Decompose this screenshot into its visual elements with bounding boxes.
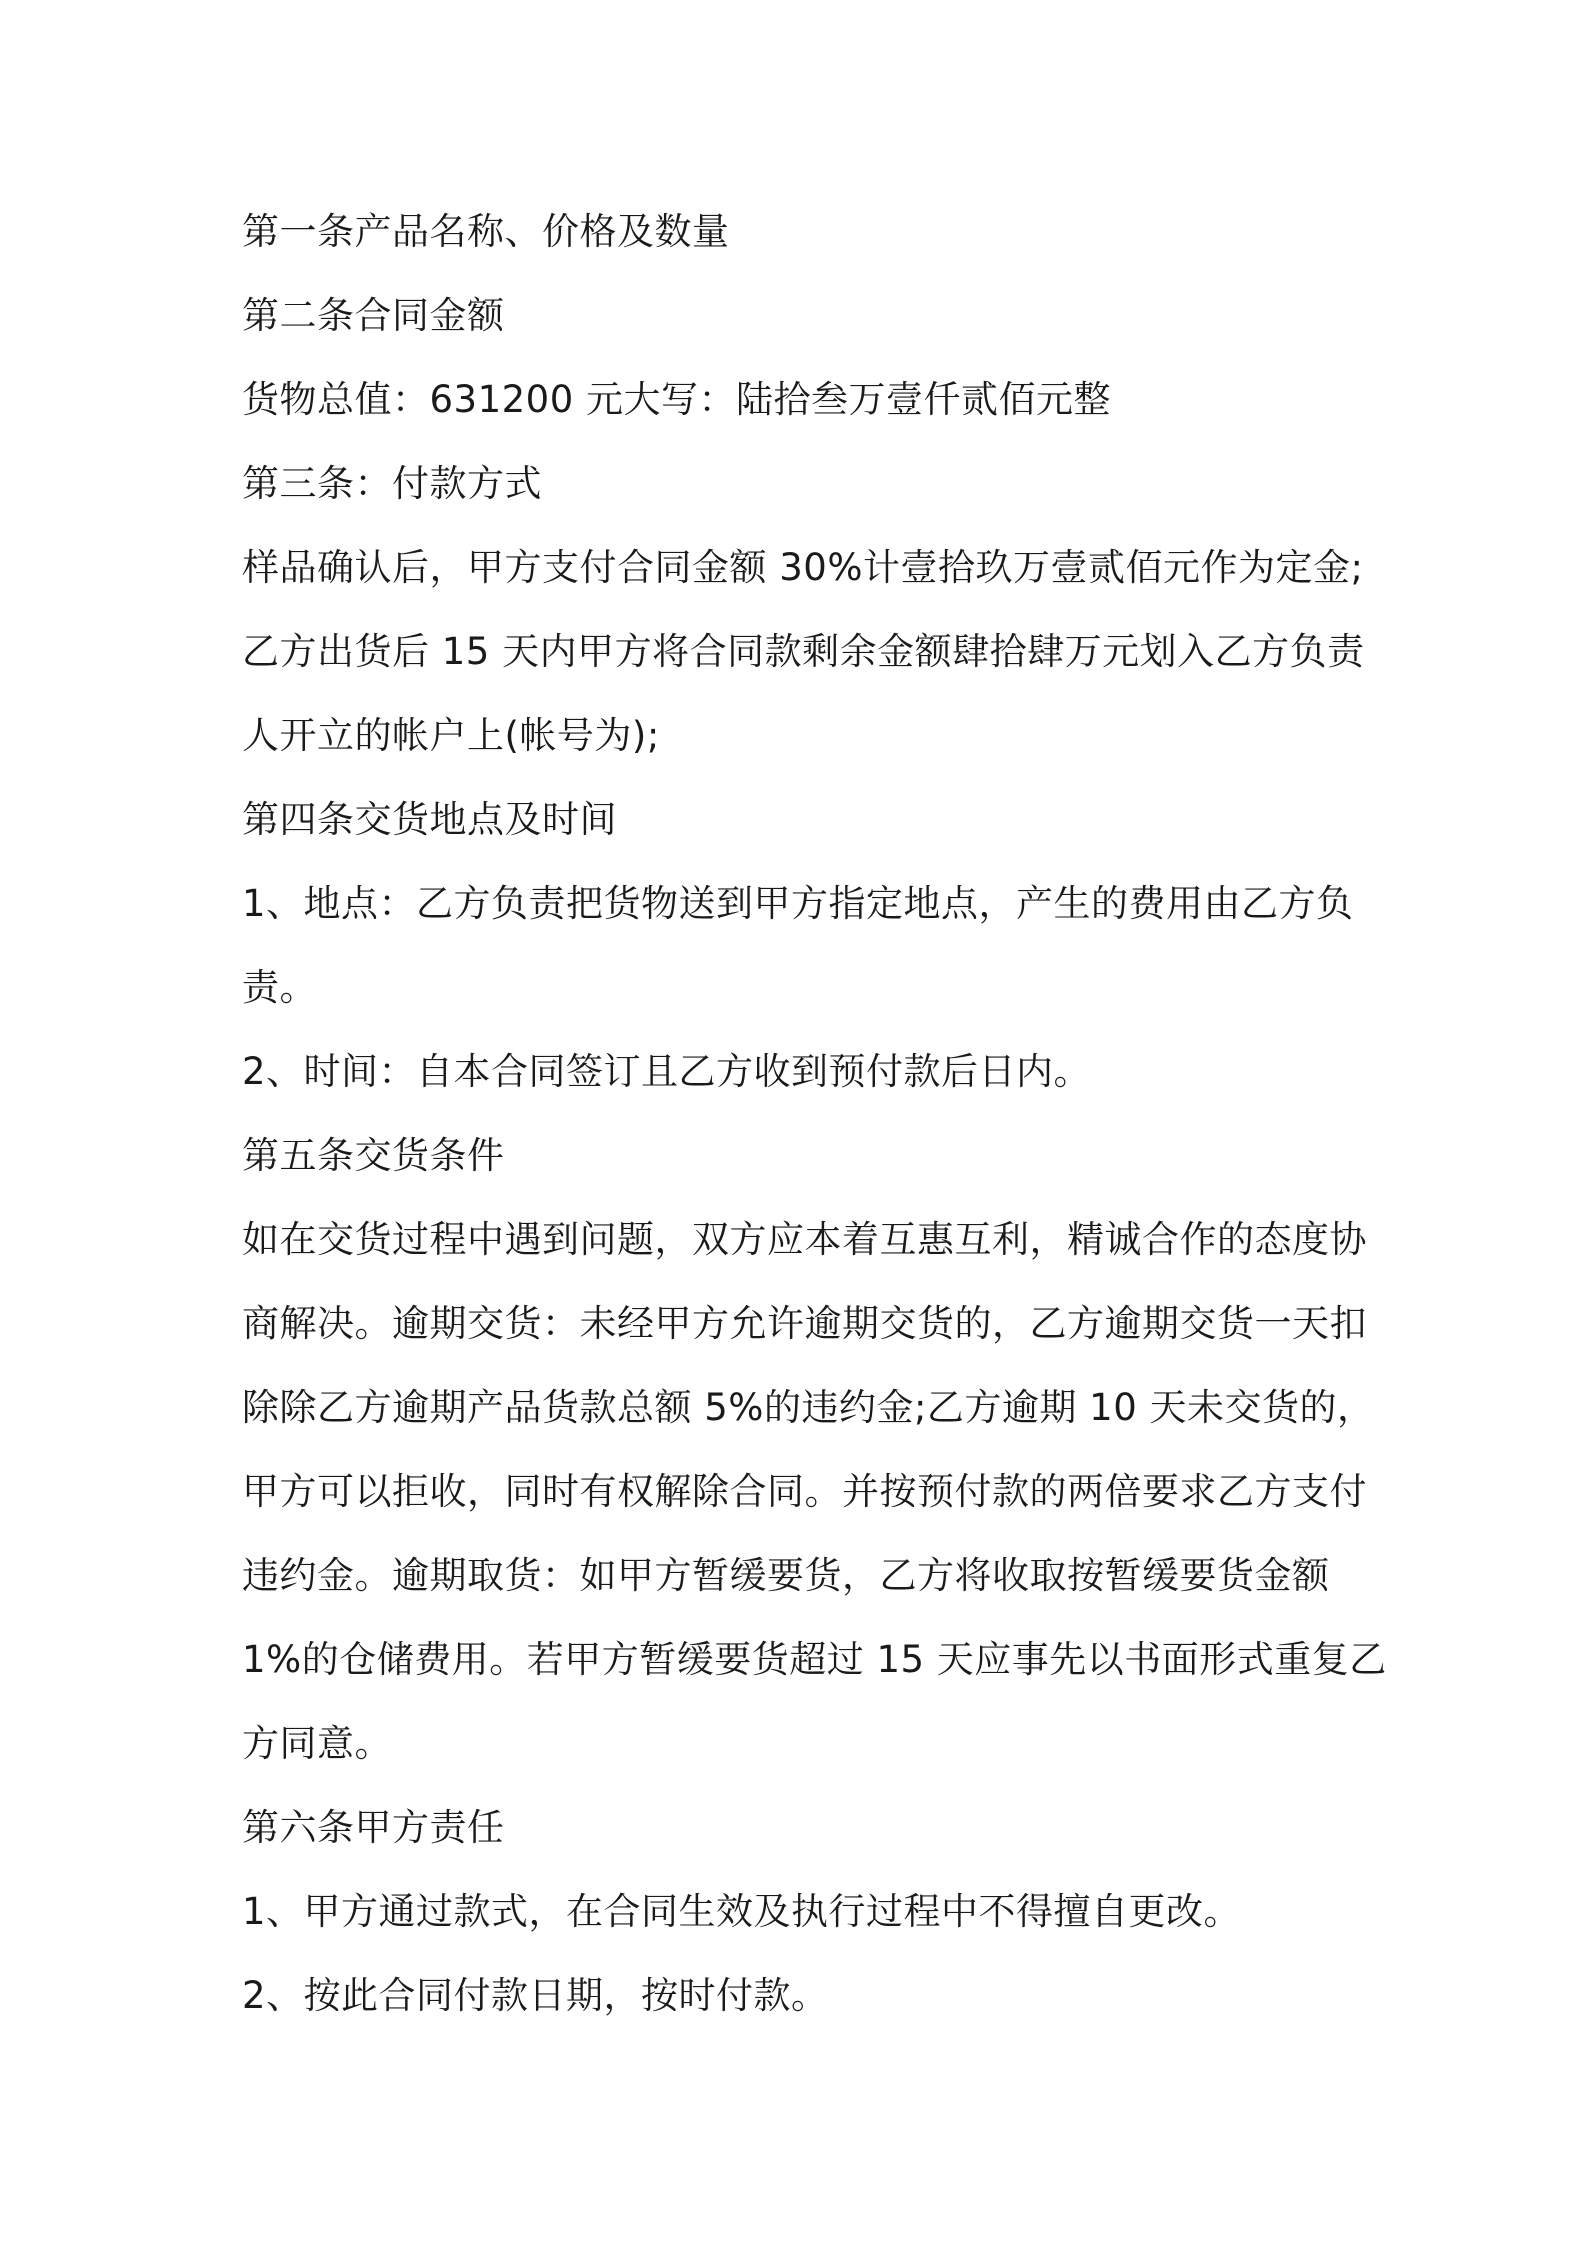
paragraph-line: 1、甲方通过款式，在合同生效及执行过程中不得擅自更改。 — [242, 1890, 1242, 1933]
paragraph-line: 样品确认后，甲方支付合同金额 30%计壹拾玖万壹贰佰元作为定金; — [242, 546, 1364, 589]
article-5-heading: 第五条交货条件 — [242, 1134, 505, 1177]
paragraph-line: 2、按此合同付款日期，按时付款。 — [242, 1974, 829, 2017]
paragraph-line: 除除乙方逾期产品货款总额 5%的违约金;乙方逾期 10 天未交货的， — [242, 1386, 1375, 1429]
article-6-heading: 第六条甲方责任 — [242, 1806, 505, 1849]
paragraph-line: 方同意。 — [242, 1722, 392, 1765]
paragraph-line: 违约金。逾期取货：如甲方暂缓要货，乙方将收取按暂缓要货金额 — [242, 1554, 1330, 1597]
paragraph-line: 商解决。逾期交货：未经甲方允许逾期交货的，乙方逾期交货一天扣 — [242, 1302, 1367, 1345]
article-4-heading: 第四条交货地点及时间 — [242, 798, 617, 841]
article-2-heading: 第二条合同金额 — [242, 294, 505, 337]
paragraph-line: 人开立的帐户上(帐号为); — [242, 714, 660, 757]
article-3-heading: 第三条：付款方式 — [242, 462, 542, 505]
paragraph-line: 1%的仓储费用。若甲方暂缓要货超过 15 天应事先以书面形式重复乙 — [242, 1638, 1387, 1681]
paragraph-line: 货物总值：631200 元大写：陆拾叁万壹仟贰佰元整 — [242, 378, 1112, 421]
paragraph-line: 2、时间：自本合同签订且乙方收到预付款后日内。 — [242, 1050, 1092, 1093]
paragraph-line: 1、地点：乙方负责把货物送到甲方指定地点，产生的费用由乙方负 — [242, 882, 1354, 925]
document-body — [242, 190, 1387, 2038]
article-1-heading: 第一条产品名称、价格及数量 — [242, 210, 730, 253]
paragraph-line: 甲方可以拒收，同时有权解除合同。并按预付款的两倍要求乙方支付 — [242, 1470, 1367, 1513]
paragraph-line: 乙方出货后 15 天内甲方将合同款剩余金额肆拾肆万元划入乙方负责 — [242, 630, 1365, 673]
paragraph-line: 责。 — [242, 966, 317, 1009]
paragraph-line: 如在交货过程中遇到问题，双方应本着互惠互利，精诚合作的态度协 — [242, 1218, 1367, 1261]
